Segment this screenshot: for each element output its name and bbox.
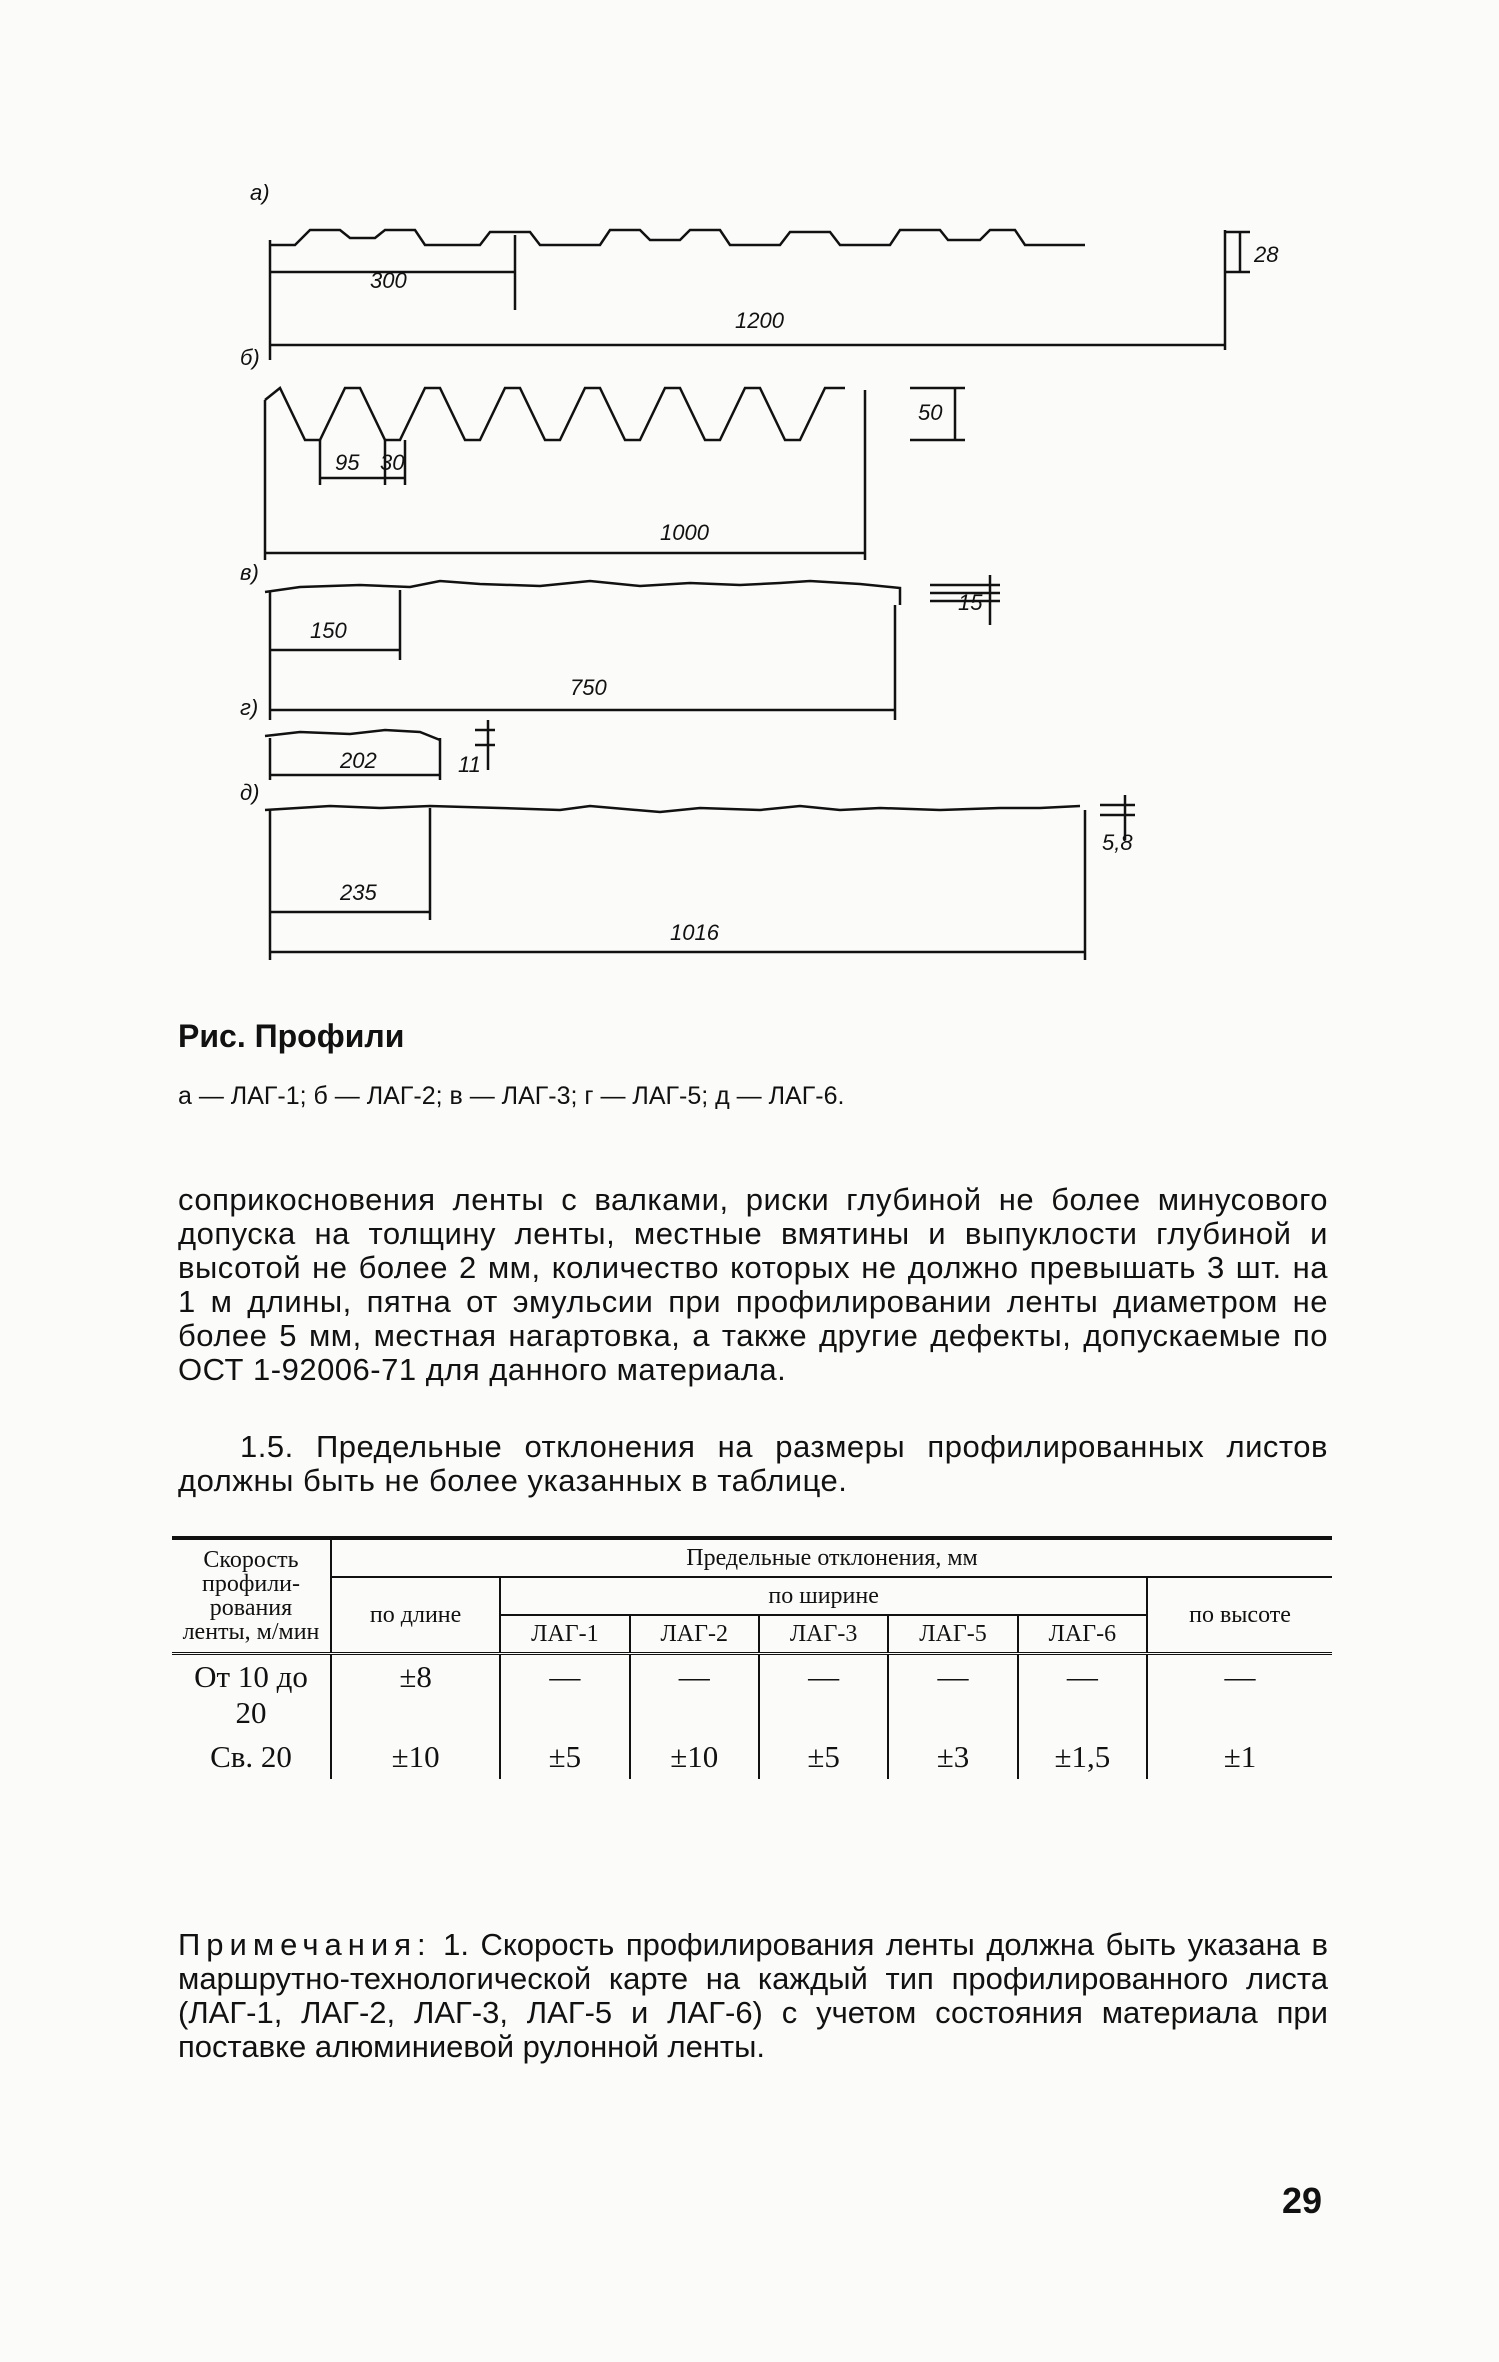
- row2-height: ±1: [1147, 1735, 1332, 1779]
- profile-a-letter: а): [250, 180, 270, 205]
- dim-b-95: 95: [335, 450, 360, 475]
- row1-length: ±8: [331, 1654, 500, 1736]
- dim-e-235: 235: [340, 880, 377, 905]
- notes-label: Примечания:: [178, 1927, 432, 1962]
- table-row: [172, 1735, 1332, 1779]
- row1-height: —: [1147, 1654, 1332, 1736]
- profile-b-line: [265, 388, 845, 440]
- page-number: 29: [1282, 2180, 1323, 2221]
- header-width: по ширине: [500, 1577, 1147, 1615]
- row2-lag6: ±1,5: [1018, 1735, 1147, 1779]
- dim-e-1016: 1016: [670, 920, 719, 945]
- profile-c-letter: в): [240, 560, 259, 585]
- notes-text: 1. Скорость профилирования ленты должна быть указана в маршрутно-технологической карте на каждый тип профилированного листа (ЛАГ-1, ЛАГ-2, ЛАГ-3, ЛАГ-5 и ЛАГ-6) с учетом состояния материала при поставке алюминиевой рулонной ленты.: [178, 1927, 1328, 2064]
- dim-a-28: 28: [1254, 242, 1279, 267]
- profiles-figure: [240, 160, 1340, 1000]
- row2-lag3: ±5: [759, 1735, 888, 1779]
- row1-lag1: —: [500, 1654, 629, 1736]
- deviations-table-wrap: [172, 1536, 1332, 1779]
- dim-e-5-8: 5,8: [1102, 830, 1133, 855]
- dim-b-1000: 1000: [660, 520, 709, 545]
- row2-length: ±10: [331, 1735, 500, 1779]
- row1-lag2: —: [630, 1654, 759, 1736]
- figure-caption-title: Рис. Профили: [178, 1018, 405, 1054]
- table-row: [172, 1654, 1332, 1736]
- dim-b-50: 50: [918, 400, 943, 425]
- header-lag2: ЛАГ-2: [630, 1615, 759, 1654]
- profile-d-letter: г): [240, 695, 259, 720]
- dim-c-750: 750: [570, 675, 607, 700]
- deviations-table: [172, 1536, 1332, 1779]
- profile-e-line: [265, 806, 1080, 812]
- paragraph-defects: соприкосновения ленты с валками, риски глубиной не более минусового допуска на толщину ленты, местные вмятины и выпуклости глубиной и высотой не более 2 мм, количество которых не должно превышать 3 шт. на 1 м длины, пятна от эмульсии при профилировании ленты диаметром не более 5 мм, местная нагартовка, а также другие дефекты, допускаемые по ОСТ 1-92006-71 для данного материала.: [178, 1182, 1328, 1387]
- header-deviations: Предельные отклонения, мм: [331, 1538, 1332, 1577]
- notes-block: [178, 1928, 1328, 2064]
- row1-lag5: —: [888, 1654, 1017, 1736]
- header-speed: Скорость профили-рования ленты, м/мин: [172, 1538, 331, 1654]
- row2-lag5: ±3: [888, 1735, 1017, 1779]
- header-lag6: ЛАГ-6: [1018, 1615, 1147, 1654]
- dim-a-1200: 1200: [735, 308, 784, 333]
- dim-d-202: 202: [340, 748, 377, 773]
- figure-caption-legend: а — ЛАГ-1; б — ЛАГ-2; в — ЛАГ-3; г — ЛАГ-5; д — ЛАГ-6.: [178, 1082, 845, 1110]
- row1-lag3: —: [759, 1654, 888, 1736]
- header-lag3: ЛАГ-3: [759, 1615, 888, 1654]
- row2-lag1: ±5: [500, 1735, 629, 1779]
- profile-c-line: [265, 581, 900, 605]
- profile-a-line: [270, 230, 1085, 245]
- row2-lag2: ±10: [630, 1735, 759, 1779]
- dim-c-15: 15: [958, 590, 983, 615]
- dim-a-300: 300: [370, 268, 407, 293]
- dim-b-30: 30: [380, 450, 405, 475]
- header-height: по высоте: [1147, 1577, 1332, 1654]
- profile-e-letter: д): [240, 780, 260, 805]
- paragraph-1-5: 1.5. Предельные отклонения на размеры профилированных листов должны быть не более указанных в таблице.: [178, 1429, 1328, 1498]
- profiles-drawing: [240, 160, 1340, 1000]
- profile-b-letter: б): [240, 345, 260, 370]
- profile-d-line: [265, 730, 440, 740]
- header-lag1: ЛАГ-1: [500, 1615, 629, 1654]
- header-lag5: ЛАГ-5: [888, 1615, 1017, 1654]
- dim-d-11: 11: [458, 752, 481, 777]
- dim-c-150: 150: [310, 618, 347, 643]
- row1-lag6: —: [1018, 1654, 1147, 1736]
- row2-speed: Св. 20: [210, 1739, 292, 1774]
- header-length: по длине: [331, 1577, 500, 1654]
- row1-speed: От 10 до 20: [194, 1659, 308, 1730]
